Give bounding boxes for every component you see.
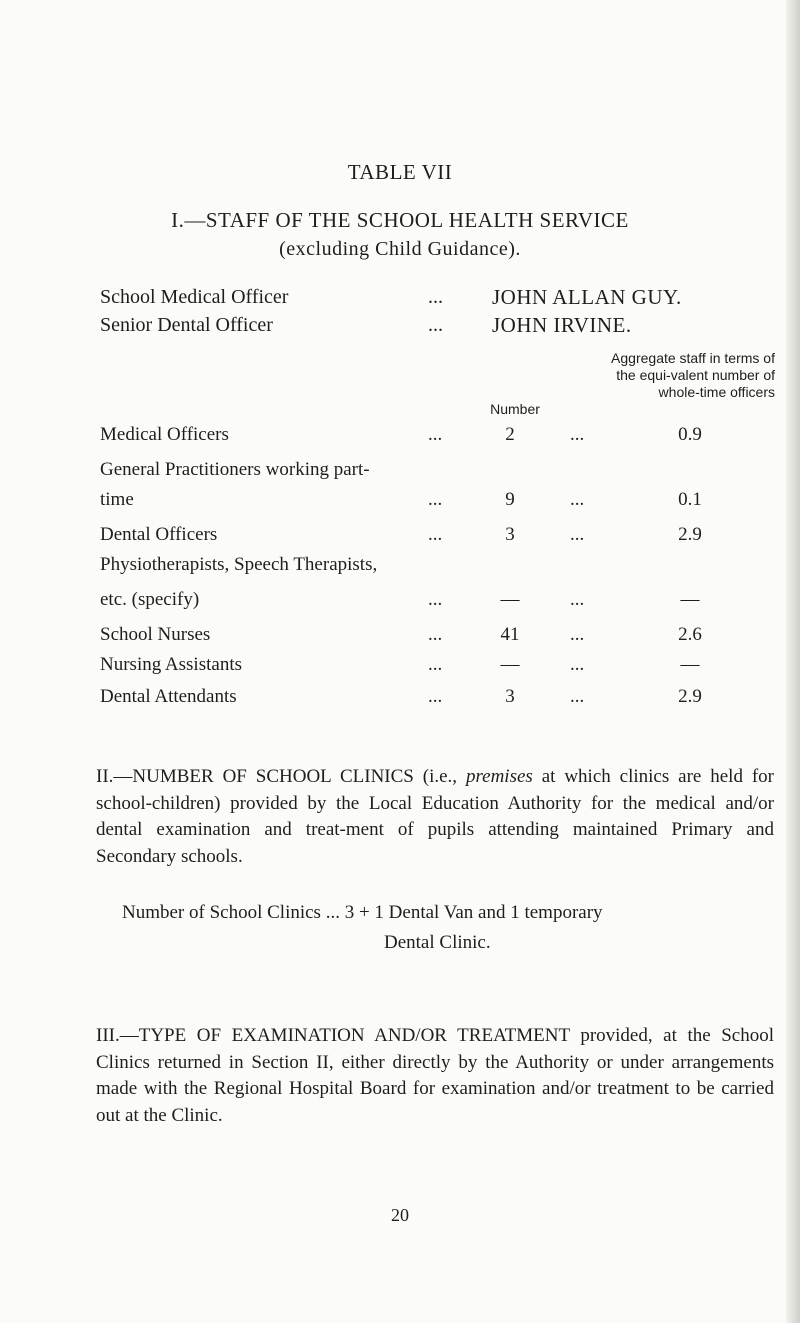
row-dots: ...	[570, 489, 585, 510]
row-dots: ...	[570, 624, 585, 645]
row-dots: ...	[428, 654, 443, 675]
row-aggregate: 0.1	[678, 489, 702, 510]
row-number: —	[500, 589, 520, 610]
row-dots: ...	[428, 524, 443, 545]
row-dots: ...	[570, 589, 585, 610]
page-edge-shadow	[786, 0, 800, 1323]
row-label: time	[100, 489, 134, 510]
row-aggregate: —	[680, 654, 700, 675]
column-header-number: Number	[490, 401, 540, 417]
row-label: Dental Officers	[100, 524, 218, 545]
officer-label-dental: Senior Dental Officer	[100, 314, 273, 336]
row-label: Nursing Assistants	[100, 654, 242, 675]
row-dots: ...	[428, 624, 443, 645]
row-dots: ...	[570, 424, 585, 445]
section1-subheading: (excluding Child Guidance).	[279, 238, 521, 260]
row-dots: ...	[570, 654, 585, 675]
clinics-count-line: Number of School Clinics ... 3 + 1 Dental Van and 1 temporary	[122, 902, 603, 923]
row-label: Medical Officers	[100, 424, 229, 445]
row-number: 41	[500, 624, 520, 645]
section3-paragraph: III.—TYPE OF EXAMINATION AND/OR TREATMENT provided, at the School Clinics returned in Section II, either directly by the Authority or under arrangements made with the Regional Hospital Board for examination and/or treatment to be carried out at the Clinic.	[96, 1025, 774, 1126]
row-dots: ...	[428, 589, 443, 610]
officer-dots: ...	[428, 286, 443, 308]
officer-dots: ...	[428, 314, 443, 336]
table-title: TABLE VII	[347, 160, 453, 184]
row-label: Physiotherapists, Speech Therapists,	[100, 554, 378, 575]
officer-label-medical: School Medical Officer	[100, 286, 289, 308]
row-label: School Nurses	[100, 624, 211, 645]
row-number: 3	[505, 524, 515, 545]
section2-paragraph	[96, 764, 774, 870]
row-aggregate: 0.9	[678, 424, 702, 445]
row-label: Dental Attendants	[100, 686, 237, 707]
officer-name-dental: JOHN IRVINE.	[492, 313, 632, 337]
section2-text-emph: premises	[465, 766, 533, 787]
row-aggregate: 2.6	[678, 624, 702, 645]
row-aggregate: —	[680, 589, 700, 610]
section2-text-after: at which clinics are held for school-children) provided by the Local Education Authority for the medical and/or dental examination and treat-ment of pupils attending maintained Primary and Secondary schools.	[96, 766, 775, 867]
row-number: 2	[505, 424, 515, 445]
row-number: 9	[505, 489, 515, 510]
row-dots: ...	[428, 686, 443, 707]
row-dots: ...	[428, 489, 443, 510]
officer-name-medical: JOHN ALLAN GUY.	[492, 285, 682, 309]
column-header-aggregate: Aggregate staff in terms of the equi-valent number of whole-time officers	[611, 350, 775, 400]
row-number: —	[500, 654, 520, 675]
row-dots: ...	[428, 424, 443, 445]
row-aggregate: 2.9	[678, 686, 702, 707]
row-dots: ...	[570, 524, 585, 545]
row-label: etc. (specify)	[100, 589, 200, 610]
row-label: General Practitioners working part-	[100, 459, 370, 480]
page-number: 20	[391, 1205, 409, 1225]
clinics-count-line2: Dental Clinic.	[384, 932, 491, 953]
section1-heading: I.—STAFF OF THE SCHOOL HEALTH SERVICE	[171, 208, 629, 232]
row-aggregate: 2.9	[678, 524, 702, 545]
row-dots: ...	[570, 686, 585, 707]
section2-text-before: II.—NUMBER OF SCHOOL CLINICS (i.e.,	[96, 766, 466, 787]
row-number: 3	[505, 686, 515, 707]
